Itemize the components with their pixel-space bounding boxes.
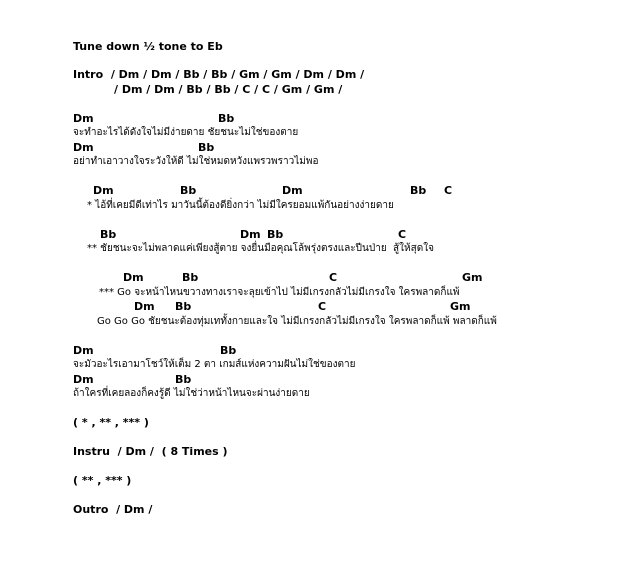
chord-dm: Dm [73, 373, 94, 386]
chord-dm: Dm [282, 184, 303, 197]
chord-dm: Dm [73, 112, 94, 125]
chord-bb: Bb [198, 141, 215, 154]
chord-dm: Dm [73, 141, 94, 154]
chord-gm: Gm [450, 300, 471, 313]
chord-dm: Dm [240, 228, 261, 241]
chord-gm: Gm [462, 271, 483, 284]
outro-section: Outro / Dm / [73, 503, 153, 516]
chord-bb: Bb [410, 184, 427, 197]
chord-c: C [329, 271, 338, 284]
lyric-line: Go Go Go ชัยชนะต้องทุ่มเททั้งกายและใจ ไม่มีเกรงกลัวไม่มีเกรงใจ ใครพลาดก็แพ้ พลาดก็แพ้ [97, 316, 497, 327]
chord-c: C [398, 228, 407, 241]
chord-dm: Dm [123, 271, 144, 284]
chord-c: C [318, 300, 327, 313]
tuning-note: Tune down ½ tone to Eb [73, 40, 223, 53]
chord-bb: Bb [175, 300, 192, 313]
repeat-marker: ( ** , *** ) [73, 474, 132, 487]
lyric-line: *** Go จะหน้าไหนขวางทางเราจะลุยเข้าไป ไม่มีเกรงกลัวไม่มีเกรงใจ ใครพลาดก็แพ้ [99, 287, 460, 298]
intro-line-1: Intro / Dm / Dm / Bb / Bb / Gm / Gm / Dm / Dm / [73, 68, 365, 81]
lyric-line: ถ้าใครที่เคยลองก็คงรู้ดี ไม่ใช่ว่าหน้าไหนจะผ่านง่ายดาย [73, 388, 310, 399]
chord-bb: Bb [182, 271, 199, 284]
chord-bb: Bb [100, 228, 117, 241]
chord-dm: Dm [134, 300, 155, 313]
chord-bb: Bb [175, 373, 192, 386]
lyric-line: * ไอ้ที่เคยมีดีเท่าไร มาวันนี้ต้องดียิ่งกว่า ไม่มีใครยอมแพ้กันอย่างง่ายดาย [87, 200, 394, 211]
intro-line-2: / Dm / Dm / Bb / Bb / C / C / Gm / Gm / [114, 83, 343, 96]
repeat-marker: ( * , ** , *** ) [73, 416, 149, 429]
lyric-line: ** ชัยชนะจะไม่พลาดแค่เพียงสู้ตาย จงยื่นมือคุณโล้พรุ่งตรงและปีนป่าย สู้ให้สุดใจ [87, 243, 434, 254]
chord-bb: Bb [218, 112, 235, 125]
chord-bb: Bb [267, 228, 284, 241]
instru-section: Instru / Dm / ( 8 Times ) [73, 445, 228, 458]
lyric-line: จะมัวอะไรเอามาโชว์ให้เต็ม 2 ตา เกมส์แห่งความฝันไม่ใช่ของตาย [73, 359, 356, 370]
lyric-line: อย่าทำเอาวางใจระวังให้ดี ไม่ใช่หมดหวังแพรวพราวไม่พอ [73, 156, 319, 167]
lyric-line: จะทำอะไรได้ดังใจไม่มีง่ายดาย ชัยชนะไม่ใช่ของตาย [73, 127, 299, 138]
chord-dm: Dm [73, 344, 94, 357]
chord-c: C [444, 184, 453, 197]
chord-bb: Bb [180, 184, 197, 197]
chord-dm: Dm [93, 184, 114, 197]
chord-bb: Bb [220, 344, 237, 357]
